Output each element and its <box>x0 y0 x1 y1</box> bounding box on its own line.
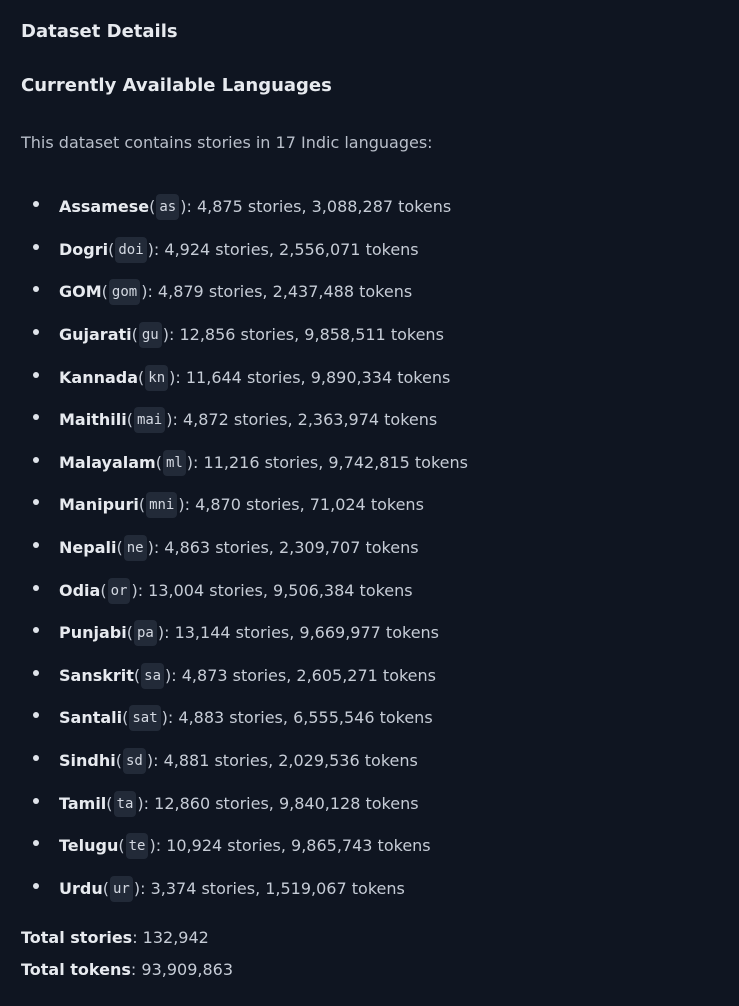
list-item: Malayalam ( ml ) : 11,216 stories, 9,742,815 tokens <box>0 442 468 485</box>
language-code: sa <box>141 663 164 689</box>
language-code: ur <box>110 876 133 902</box>
total-tokens <box>21 958 233 982</box>
language-name: Punjabi <box>59 623 127 643</box>
language-name: Assamese <box>59 197 150 217</box>
language-name: GOM <box>59 282 102 302</box>
language-code: gu <box>139 322 162 348</box>
list-item: GOM ( gom ) : 4,879 stories, 2,437,488 tokens <box>0 271 468 314</box>
list-item: Odia ( or ) : 13,004 stories, 9,506,384 tokens <box>0 569 468 612</box>
bullet-icon <box>33 798 39 804</box>
list-item: Kannada ( kn ) : 11,644 stories, 9,890,334 tokens <box>0 356 468 399</box>
list-item: Gujarati ( gu ) : 12,856 stories, 9,858,511 tokens <box>0 314 468 357</box>
bullet-icon <box>33 755 39 761</box>
language-stats: : 4,863 stories, 2,309,707 tokens <box>153 538 419 558</box>
list-item: Dogri ( doi ) : 4,924 stories, 2,556,071 tokens <box>0 229 468 272</box>
language-code: doi <box>115 237 146 263</box>
list-item: Maithili ( mai ) : 4,872 stories, 2,363,974 tokens <box>0 399 468 442</box>
language-stats: : 4,870 stories, 71,024 tokens <box>184 495 424 515</box>
language-stats: : 10,924 stories, 9,865,743 tokens <box>155 836 431 856</box>
language-code: as <box>156 194 179 220</box>
bullet-icon <box>33 670 39 676</box>
language-name: Nepali <box>59 538 117 558</box>
bullet-icon <box>33 286 39 292</box>
language-code: or <box>108 578 131 604</box>
bullet-icon <box>33 201 39 207</box>
list-item: Telugu ( te ) : 10,924 stories, 9,865,743 tokens <box>0 825 468 868</box>
list-item: Sanskrit ( sa ) : 4,873 stories, 2,605,271 tokens <box>0 655 468 698</box>
language-name: Tamil <box>59 793 107 813</box>
language-code: sat <box>129 705 160 731</box>
language-stats: : 4,873 stories, 2,605,271 tokens <box>171 665 436 685</box>
language-name: Telugu <box>59 836 119 856</box>
list-item: Tamil ( ta ) : 12,860 stories, 9,840,128 tokens <box>0 782 468 825</box>
language-stats: : 13,004 stories, 9,506,384 tokens <box>137 580 413 600</box>
bullet-icon <box>33 414 39 420</box>
language-stats: : 12,860 stories, 9,840,128 tokens <box>143 793 419 813</box>
bullet-icon <box>33 840 39 846</box>
languages-heading: Currently Available Languages <box>21 75 332 96</box>
bullet-icon <box>33 457 39 463</box>
bullet-icon <box>33 627 39 633</box>
language-code: gom <box>109 279 140 305</box>
language-stats: : 4,883 stories, 6,555,546 tokens <box>167 708 433 728</box>
language-stats: : 3,374 stories, 1,519,067 tokens <box>140 878 405 898</box>
language-code: te <box>126 833 149 859</box>
language-name: Malayalam <box>59 452 156 472</box>
language-code: mai <box>134 407 165 433</box>
bullet-icon <box>33 585 39 591</box>
language-code: ne <box>124 535 147 561</box>
total-stories-label: Total stories <box>21 928 133 947</box>
language-stats: : 4,881 stories, 2,029,536 tokens <box>153 751 418 771</box>
bullet-icon <box>33 372 39 378</box>
language-stats: : 4,872 stories, 2,363,974 tokens <box>172 410 438 430</box>
bullet-icon <box>33 329 39 335</box>
language-name: Santali <box>59 708 123 728</box>
language-stats: : 11,644 stories, 9,890,334 tokens <box>175 367 451 387</box>
list-item: Punjabi ( pa ) : 13,144 stories, 9,669,977 tokens <box>0 612 468 655</box>
bullet-icon <box>33 499 39 505</box>
language-name: Odia <box>59 580 101 600</box>
language-stats: : 4,875 stories, 3,088,287 tokens <box>186 197 452 217</box>
language-stats: : 4,879 stories, 2,437,488 tokens <box>147 282 413 302</box>
language-code: mni <box>146 492 177 518</box>
language-code: kn <box>145 365 168 391</box>
language-name: Urdu <box>59 878 103 898</box>
list-item: Sindhi ( sd ) : 4,881 stories, 2,029,536 tokens <box>0 740 468 783</box>
bullet-icon <box>33 244 39 250</box>
bullet-icon <box>33 542 39 548</box>
language-name: Manipuri <box>59 495 139 515</box>
language-stats: : 13,144 stories, 9,669,977 tokens <box>164 623 440 643</box>
section-title: Dataset Details <box>21 21 178 42</box>
bullet-icon <box>33 712 39 718</box>
language-name: Gujarati <box>59 325 132 345</box>
language-code: ta <box>114 791 137 817</box>
list-item: Nepali ( ne ) : 4,863 stories, 2,309,707 tokens <box>0 527 468 570</box>
language-name: Maithili <box>59 410 127 430</box>
list-item: Manipuri ( mni ) : 4,870 stories, 71,024 tokens <box>0 484 468 527</box>
language-name: Kannada <box>59 367 139 387</box>
language-stats: : 12,856 stories, 9,858,511 tokens <box>168 325 444 345</box>
list-item: Santali ( sat ) : 4,883 stories, 6,555,546 tokens <box>0 697 468 740</box>
language-name: Sindhi <box>59 751 116 771</box>
language-code: sd <box>123 748 146 774</box>
list-item: Assamese ( as ) : 4,875 stories, 3,088,287 tokens <box>0 186 468 229</box>
language-list <box>0 186 468 910</box>
bullet-icon <box>33 883 39 889</box>
total-tokens-value: : 93,909,863 <box>130 960 233 979</box>
list-item: Urdu ( ur ) : 3,374 stories, 1,519,067 tokens <box>0 868 468 911</box>
total-stories <box>21 926 209 950</box>
language-stats: : 11,216 stories, 9,742,815 tokens <box>193 452 468 472</box>
language-name: Dogri <box>59 239 109 259</box>
language-name: Sanskrit <box>59 665 134 685</box>
total-tokens-label: Total tokens <box>21 960 131 979</box>
total-stories-value: : 132,942 <box>132 928 209 947</box>
language-stats: : 4,924 stories, 2,556,071 tokens <box>153 239 419 259</box>
language-code: pa <box>134 620 157 646</box>
intro-text: This dataset contains stories in 17 Indic languages: <box>21 133 433 152</box>
language-code: ml <box>163 450 186 476</box>
